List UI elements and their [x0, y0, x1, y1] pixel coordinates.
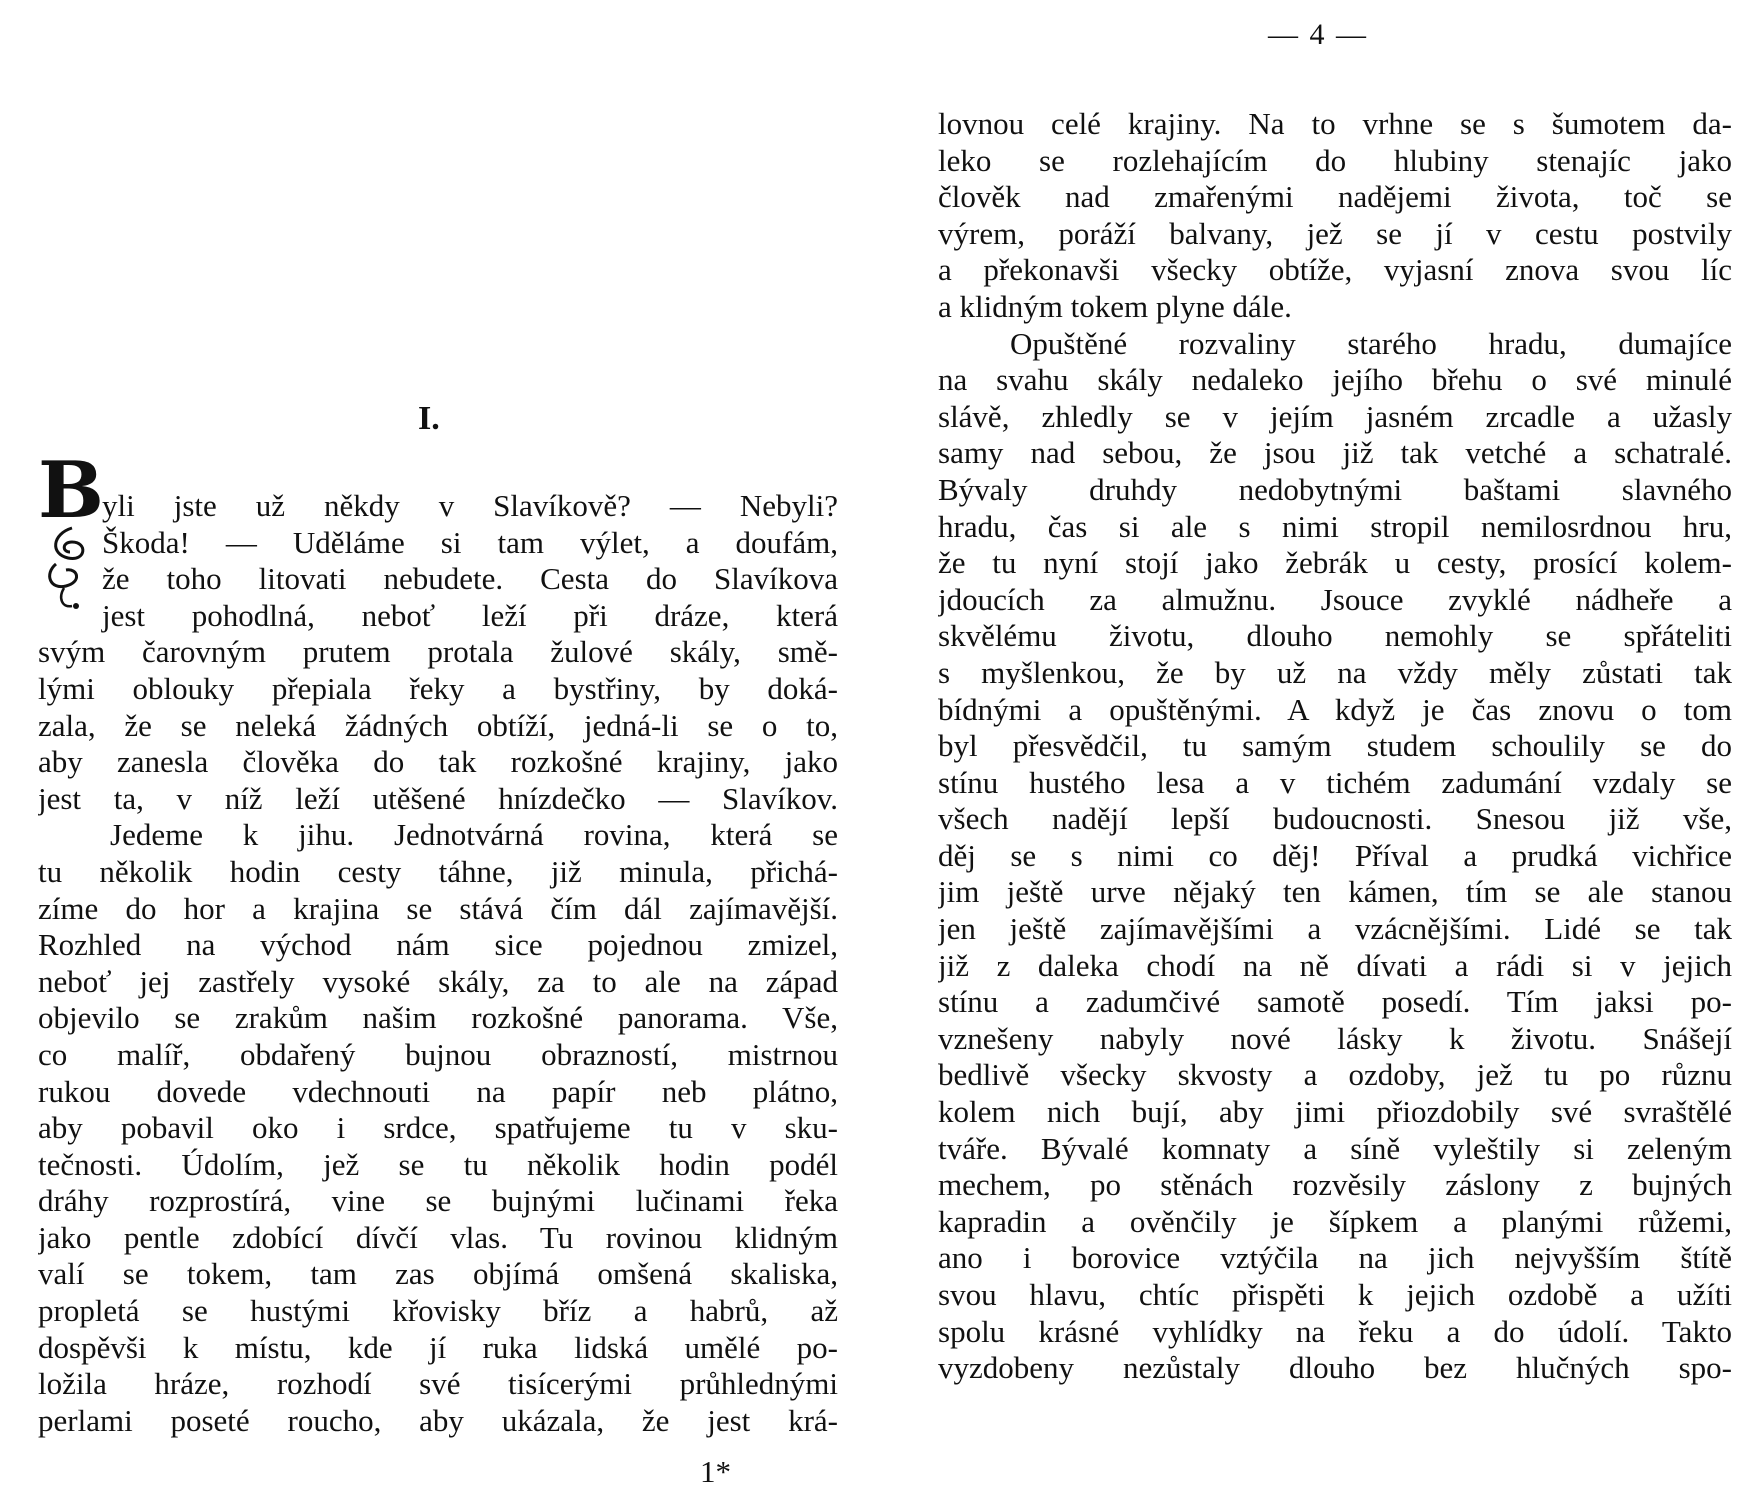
text-line: Bývaly druhdy nedobytnými baštami slavného: [938, 471, 1732, 507]
text-line: leko se rozlehajícím do hlubiny stenajíc jako: [938, 142, 1732, 178]
text-line: valí se tokem, tam zas objímá omšená skaliska,: [38, 1256, 838, 1292]
text-line: lými oblouky přepiala řeky a bystřiny, by doká-: [38, 670, 838, 706]
text-line: skvělému životu, dlouho nemohly se spřáteliti: [938, 618, 1732, 654]
text-line: všech nadějí lepší budoucnosti. Snesou již vše,: [938, 801, 1732, 837]
text-line: jdoucích za almužnu. Jsouce zvyklé nádheře a: [938, 581, 1732, 617]
text-line: že toho litovati nebudete. Cesta do Slavíkova: [102, 561, 838, 597]
text-line: yli jste už někdy v Slavíkově? — Nebyli?: [102, 488, 838, 523]
text-line: jest pohodlná, neboť leží při dráze, která: [102, 597, 838, 633]
text-line: na svahu skály nedaleko jejího břehu o své minulé: [938, 362, 1732, 398]
text-line: neboť jej zastřely vysoké skály, za to ale na západ: [38, 963, 838, 999]
text-line: člověk nad zmařenými nadějemi života, toč se: [938, 179, 1732, 215]
right-page: [882, 0, 1764, 1500]
text-line: svým čarovným prutem protala žulové skály, smě-: [38, 634, 838, 670]
text-line: výrem, poráží balvany, jež se jí v cestu postvily: [938, 215, 1732, 251]
text-line: spolu krásné vyhlídky na řeku a do údolí. Takto: [938, 1313, 1732, 1349]
text-line: kolem nich bují, aby jimi přiozdobily své svraštělé: [938, 1094, 1732, 1130]
text-line: Škoda! — Uděláme si tam výlet, a doufám,: [102, 524, 838, 560]
text-line: děj se s nimi co děj! Příval a prudká vichřice: [938, 837, 1732, 873]
text-line: byl přesvědčil, tu samým studem schoulily se do: [938, 728, 1732, 764]
text-line: ano i borovice vztýčila na jich nejvyšším štítě: [938, 1240, 1732, 1276]
text-line: dospěvši k místu, kde jí ruka lidská umělé po-: [38, 1329, 838, 1365]
text-line: dráhy rozprostírá, vine se bujnými lučinami řeka: [38, 1183, 838, 1219]
text-line: aby pobavil oko i srdce, spatřujeme tu v sku-: [38, 1110, 838, 1146]
text-line: bídnými a opuštěnými. A když je čas znovu o tom: [938, 691, 1732, 727]
text-line: rukou dovede vdechnouti na papír neb plátno,: [38, 1073, 838, 1109]
text-line: aby zanesla člověka do tak rozkošné krajiny, jako: [38, 744, 838, 780]
text-line: a překonavši všecky obtíže, vyjasní znova svou líc: [938, 252, 1732, 288]
text-line: kapradin a ověnčily je šípkem a planými růžemi,: [938, 1203, 1732, 1239]
text-line: stínu a zadumčivé samotě posedí. Tím jaksi po-: [938, 984, 1732, 1020]
page-number: — 4 —: [1268, 18, 1368, 51]
text-line: tváře. Bývalé komnaty a síně vyleštily si zeleným: [938, 1130, 1732, 1166]
text-line: Opuštěné rozvaliny starého hradu, dumajíce: [1010, 325, 1732, 361]
text-line: jim ještě urve nějaký ten kámen, tím se ale stanou: [938, 874, 1732, 910]
text-line: jen ještě zajímavějšími a vzácnějšími. Lidé se tak: [938, 911, 1732, 947]
text-line: stínu hustého lesa a v tichém zadumání vzdaly se: [938, 764, 1732, 800]
drop-cap-letter: B: [38, 445, 104, 536]
text-line: zala, že se neleká žádných obtíží, jedná-li se o to,: [38, 707, 838, 743]
left-text-block: [38, 488, 838, 1439]
signature-mark: 1*: [700, 1454, 731, 1489]
text-line: vyzdobeny nezůstaly dlouho bez hlučných spo-: [938, 1350, 1732, 1386]
text-line: mechem, po stěnách rozvěsily záslony z bujných: [938, 1167, 1732, 1203]
text-line: slávě, zhledly se v jejím jasném zrcadle a užasly: [938, 398, 1732, 434]
chapter-heading: I.: [418, 400, 440, 437]
text-line: zíme do hor a krajina se stává čím dál zajímavější.: [38, 890, 838, 926]
text-line: jest ta, v níž leží utěšené hnízdečko — Slavíkov.: [38, 780, 838, 816]
text-line: perlami poseté roucho, aby ukázala, že jest krá-: [38, 1402, 838, 1438]
text-line: již z daleka chodí na ně dívati a rádi si v jejich: [938, 947, 1732, 983]
text-line: hradu, čas si ale s nimi stropil nemilosrdnou hru,: [938, 508, 1732, 544]
text-line: bedlivě všecky skvosty a ozdoby, jež tu po různu: [938, 1057, 1732, 1093]
text-line: lovnou celé krajiny. Na to vrhne se s šumotem da-: [938, 106, 1732, 141]
text-line: svou hlavu, chtíc přispěti k jejich ozdobě a užíti: [938, 1277, 1732, 1312]
right-text-block: [938, 106, 1732, 1387]
text-line: tečnosti. Údolím, jež se tu několik hodin podél: [38, 1146, 838, 1182]
text-line: objevilo se zrakům našim rozkošné panorama. Vše,: [38, 1000, 838, 1036]
text-line: vznešeny nabyly nové lásky k životu. Snášejí: [938, 1020, 1732, 1056]
text-line: ložila hráze, rozhodí své tisícerými průhlednými: [38, 1366, 838, 1402]
text-line: tu několik hodin cesty táhne, již minula, přichá-: [38, 853, 838, 889]
text-line: Jedeme k jihu. Jednotvárná rovina, která se: [110, 817, 838, 853]
text-line: propletá se hustými křovisky bříz a habrů, až: [38, 1293, 838, 1329]
text-line: samy nad sebou, že jsou již tak vetché a schatralé.: [938, 435, 1732, 471]
text-line: jako pentle zdobící dívčí vlas. Tu rovinou klidným: [38, 1219, 838, 1255]
text-line: Rozhled na východ nám sice pojednou zmizel,: [38, 927, 838, 963]
text-line: s myšlenkou, že by už na vždy měly zůstati tak: [938, 654, 1732, 690]
text-line: a klidným tokem plyne dále.: [938, 288, 1292, 324]
text-line: že tu nyní stojí jako žebrák u cesty, prosící kolem-: [938, 545, 1732, 581]
text-line: co malíř, obdařený bujnou obrazností, mistrnou: [38, 1036, 838, 1072]
